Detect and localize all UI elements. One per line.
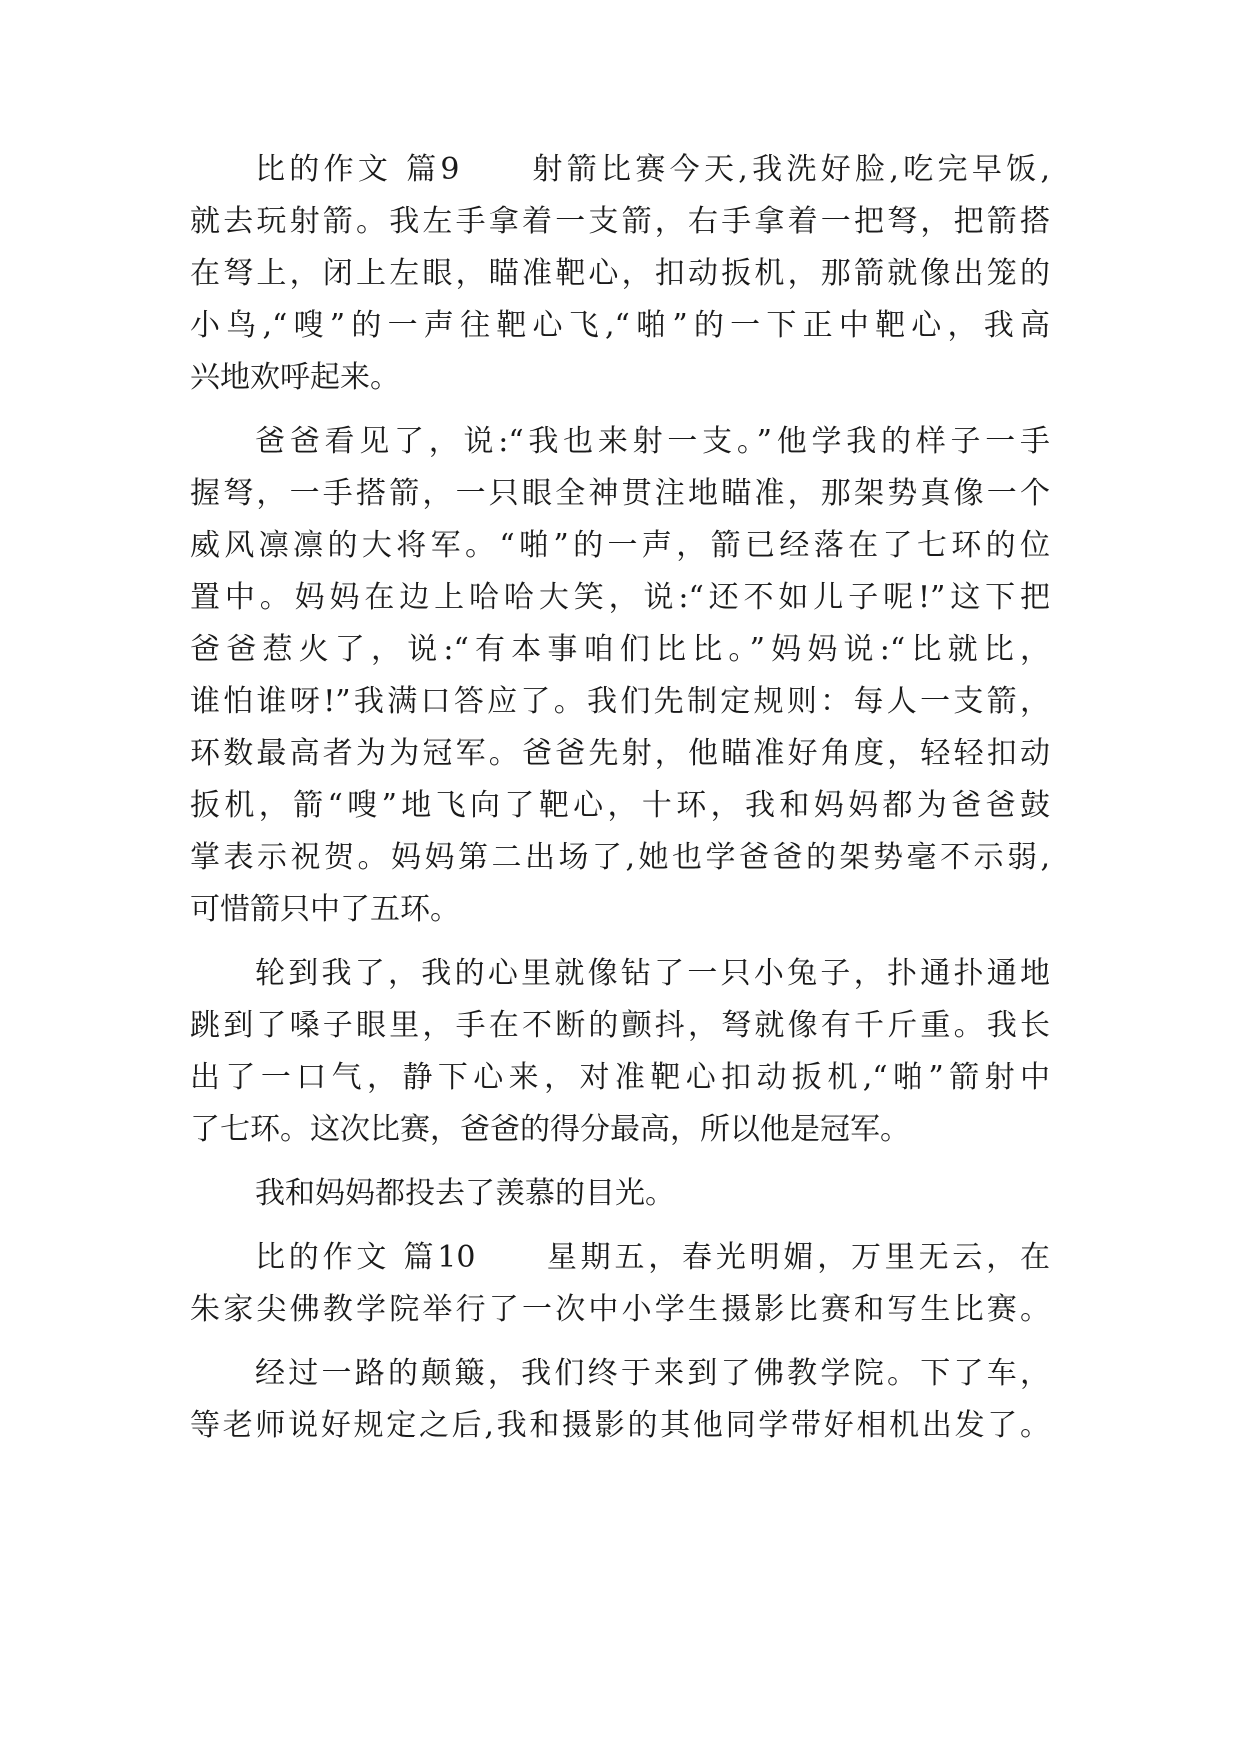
text-line: 出了一口气，静下心来，对准靶心扣动扳机,“啪”箭射中 <box>190 1060 1050 1095</box>
text-line: 握弩，一手搭箭，一只眼全神贯注地瞄准，那架势真像一个 <box>190 476 1050 511</box>
text-line: 跳到了嗓子眼里，手在不断的颤抖，弩就像有千斤重。我长 <box>190 1008 1050 1043</box>
text-line: 可惜箭只中了五环。 <box>190 892 460 927</box>
text-line: 威风凛凛的大将军。“啪”的一声，箭已经落在了七环的位 <box>190 528 1050 563</box>
text-line: 等老师说好规定之后,我和摄影的其他同学带好相机出发了。 <box>190 1408 1050 1443</box>
text-line: 朱家尖佛教学院举行了一次中小学生摄影比赛和写生比赛。 <box>190 1292 1050 1327</box>
text-line: 在弩上，闭上左眼，瞄准靶心，扣动扳机，那箭就像出笼的 <box>190 256 1050 291</box>
text-line: 比的作文 篇10 星期五，春光明媚，万里无云，在 <box>255 1240 1050 1275</box>
text-line: 掌表示祝贺。妈妈第二出场了,她也学爸爸的架势毫不示弱, <box>190 840 1050 875</box>
text-line: 爸爸惹火了，说:“有本事咱们比比。”妈妈说:“比就比， <box>190 632 1050 667</box>
text-line: 谁怕谁呀!”我满口答应了。我们先制定规则：每人一支箭， <box>190 684 1050 719</box>
text-line: 置中。妈妈在边上哈哈大笑，说:“还不如儿子呢!”这下把 <box>190 580 1050 615</box>
text-line: 爸爸看见了，说:“我也来射一支。”他学我的样子一手 <box>255 424 1050 459</box>
text-line: 比的作文 篇9 射箭比赛今天,我洗好脸,吃完早饭, <box>255 152 1050 187</box>
text-line: 兴地欢呼起来。 <box>190 360 400 395</box>
text-line: 轮到我了，我的心里就像钻了一只小兔子，扑通扑通地 <box>255 956 1050 991</box>
text-line: 就去玩射箭。我左手拿着一支箭，右手拿着一把弩，把箭搭 <box>190 204 1050 239</box>
text-line: 小鸟,“嗖”的一声往靶心飞,“啪”的一下正中靶心，我高 <box>190 308 1050 343</box>
text-line: 经过一路的颠簸，我们终于来到了佛教学院。下了车， <box>255 1356 1050 1391</box>
text-line: 环数最高者为为冠军。爸爸先射，他瞄准好角度，轻轻扣动 <box>190 736 1050 771</box>
text-line: 了七环。这次比赛，爸爸的得分最高，所以他是冠军。 <box>190 1112 910 1147</box>
text-line: 扳机，箭“嗖”地飞向了靶心，十环，我和妈妈都为爸爸鼓 <box>190 788 1050 823</box>
text-line: 我和妈妈都投去了羡慕的目光。 <box>255 1176 675 1211</box>
